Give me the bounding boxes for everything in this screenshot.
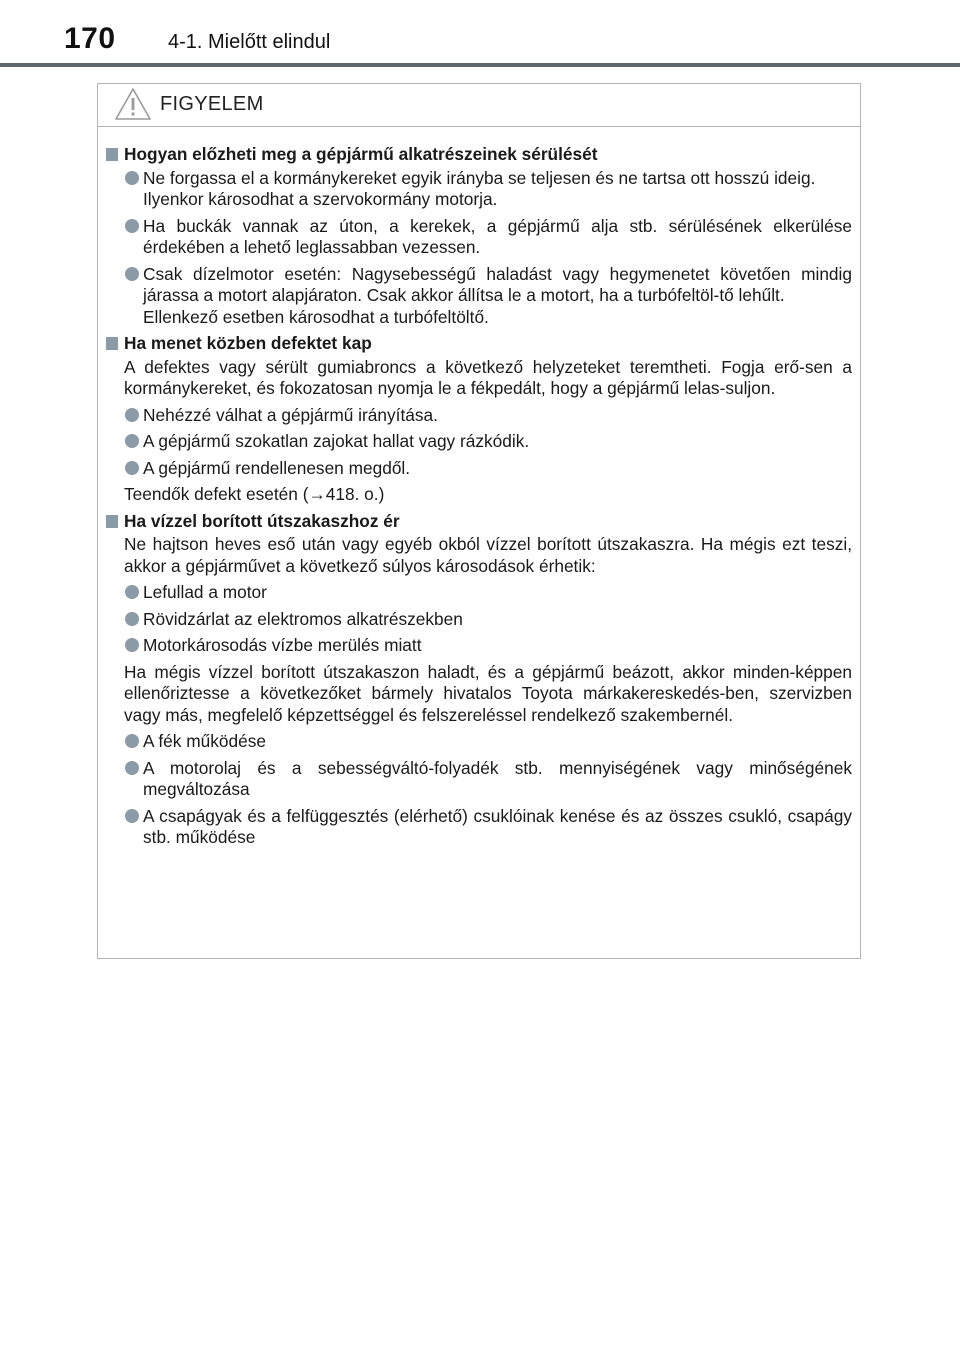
warning-box [97,83,861,959]
list-item: Motorkárosodás vízbe merülés miatt [106,635,852,657]
round-bullet-icon [125,809,139,823]
round-bullet-icon [125,408,139,422]
list-item: Ne forgassa el a kormánykereket egyik irányba se teljesen és ne tartsa ott hosszú ideig. Ilyenkor károsodhat a szervokormány motorja. [106,168,852,211]
section-title: 4-1. Mielőtt elindul [168,31,331,53]
list-item: A gépjármű rendellenesen megdől. [106,458,852,480]
subheading-damage-prevention: Hogyan előzheti meg a gépjármű alkatrészeinek sérülését [106,144,852,166]
page-number: 170 [64,22,116,55]
list-item: Lefullad a motor [106,582,852,604]
round-bullet-icon [125,734,139,748]
paragraph: Ha mégis vízzel borított útszakaszon haladt, és a gépjármű beázott, akkor minden-képpen ellenőriztesse a következőket bármely hivatalos Toyota márkakereskedés-ben, szervizben vagy más, megfelelő képzettséggel és felszereléssel rendelkező szakembernél. [124,661,852,725]
subheading-flooded-road: Ha vízzel borított útszakaszhoz ér [106,511,852,533]
round-bullet-icon [125,267,139,281]
round-bullet-icon [125,585,139,599]
square-bullet-icon [106,148,118,161]
list-item: A csapágyak és a felfüggesztés (elérhető) csuklóinak kenése és az összes csukló, csapágy stb. működése [106,806,852,849]
round-bullet-icon [125,461,139,475]
round-bullet-icon [125,638,139,652]
square-bullet-icon [106,515,118,528]
paragraph: Ne hajtson heves eső után vagy egyéb okból vízzel borított útszakaszra. Ha mégis ezt teszi, akkor a gépjárművet a következő súlyos károsodások érhetik: [124,534,852,576]
round-bullet-icon [125,612,139,626]
round-bullet-icon [125,761,139,775]
warning-title: FIGYELEM [160,93,264,115]
page-reference: Teendők defekt esetén (→418. o.) [124,484,385,504]
list-item: A gépjármű szokatlan zajokat hallat vagy rázkódik. [106,431,852,453]
warning-content [106,144,852,854]
page-header [0,0,960,68]
header-rule [0,63,960,67]
list-item: Nehézzé válhat a gépjármű irányítása. [106,405,852,427]
round-bullet-icon [125,434,139,448]
list-item: Rövidzárlat az elektromos alkatrészekben [106,609,852,631]
list-item: A motorolaj és a sebességváltó-folyadék stb. mennyiségének vagy minőségének megváltozása [106,758,852,801]
list-item: Csak dízelmotor esetén: Nagysebességű haladást vagy hegymenetet követően mindig járassa a motort alapjáraton. Csak akkor állítsa le a motort, ha a turbófeltöl-tő lehűlt. Ellenkező esetben károsodhat a turbófeltöltő. [106,264,852,329]
list-item: A fék működése [106,731,852,753]
square-bullet-icon [106,337,118,350]
warning-header [98,84,860,127]
round-bullet-icon [125,171,139,185]
warning-triangle-icon [114,87,152,121]
subheading-flat-tire: Ha menet közben defektet kap [106,333,852,355]
round-bullet-icon [125,219,139,233]
paragraph: A defektes vagy sérült gumiabroncs a következő helyzeteket teremtheti. Fogja erő-sen a kormánykereket, és fokozatosan nyomja le a fékpedált, hogy a gépjármű lelas-suljon. [124,356,852,398]
list-item: Ha buckák vannak az úton, a kerekek, a gépjármű alja stb. sérülésének elkerülése érdekében a lehető leglassabban vezessen. [106,216,852,259]
